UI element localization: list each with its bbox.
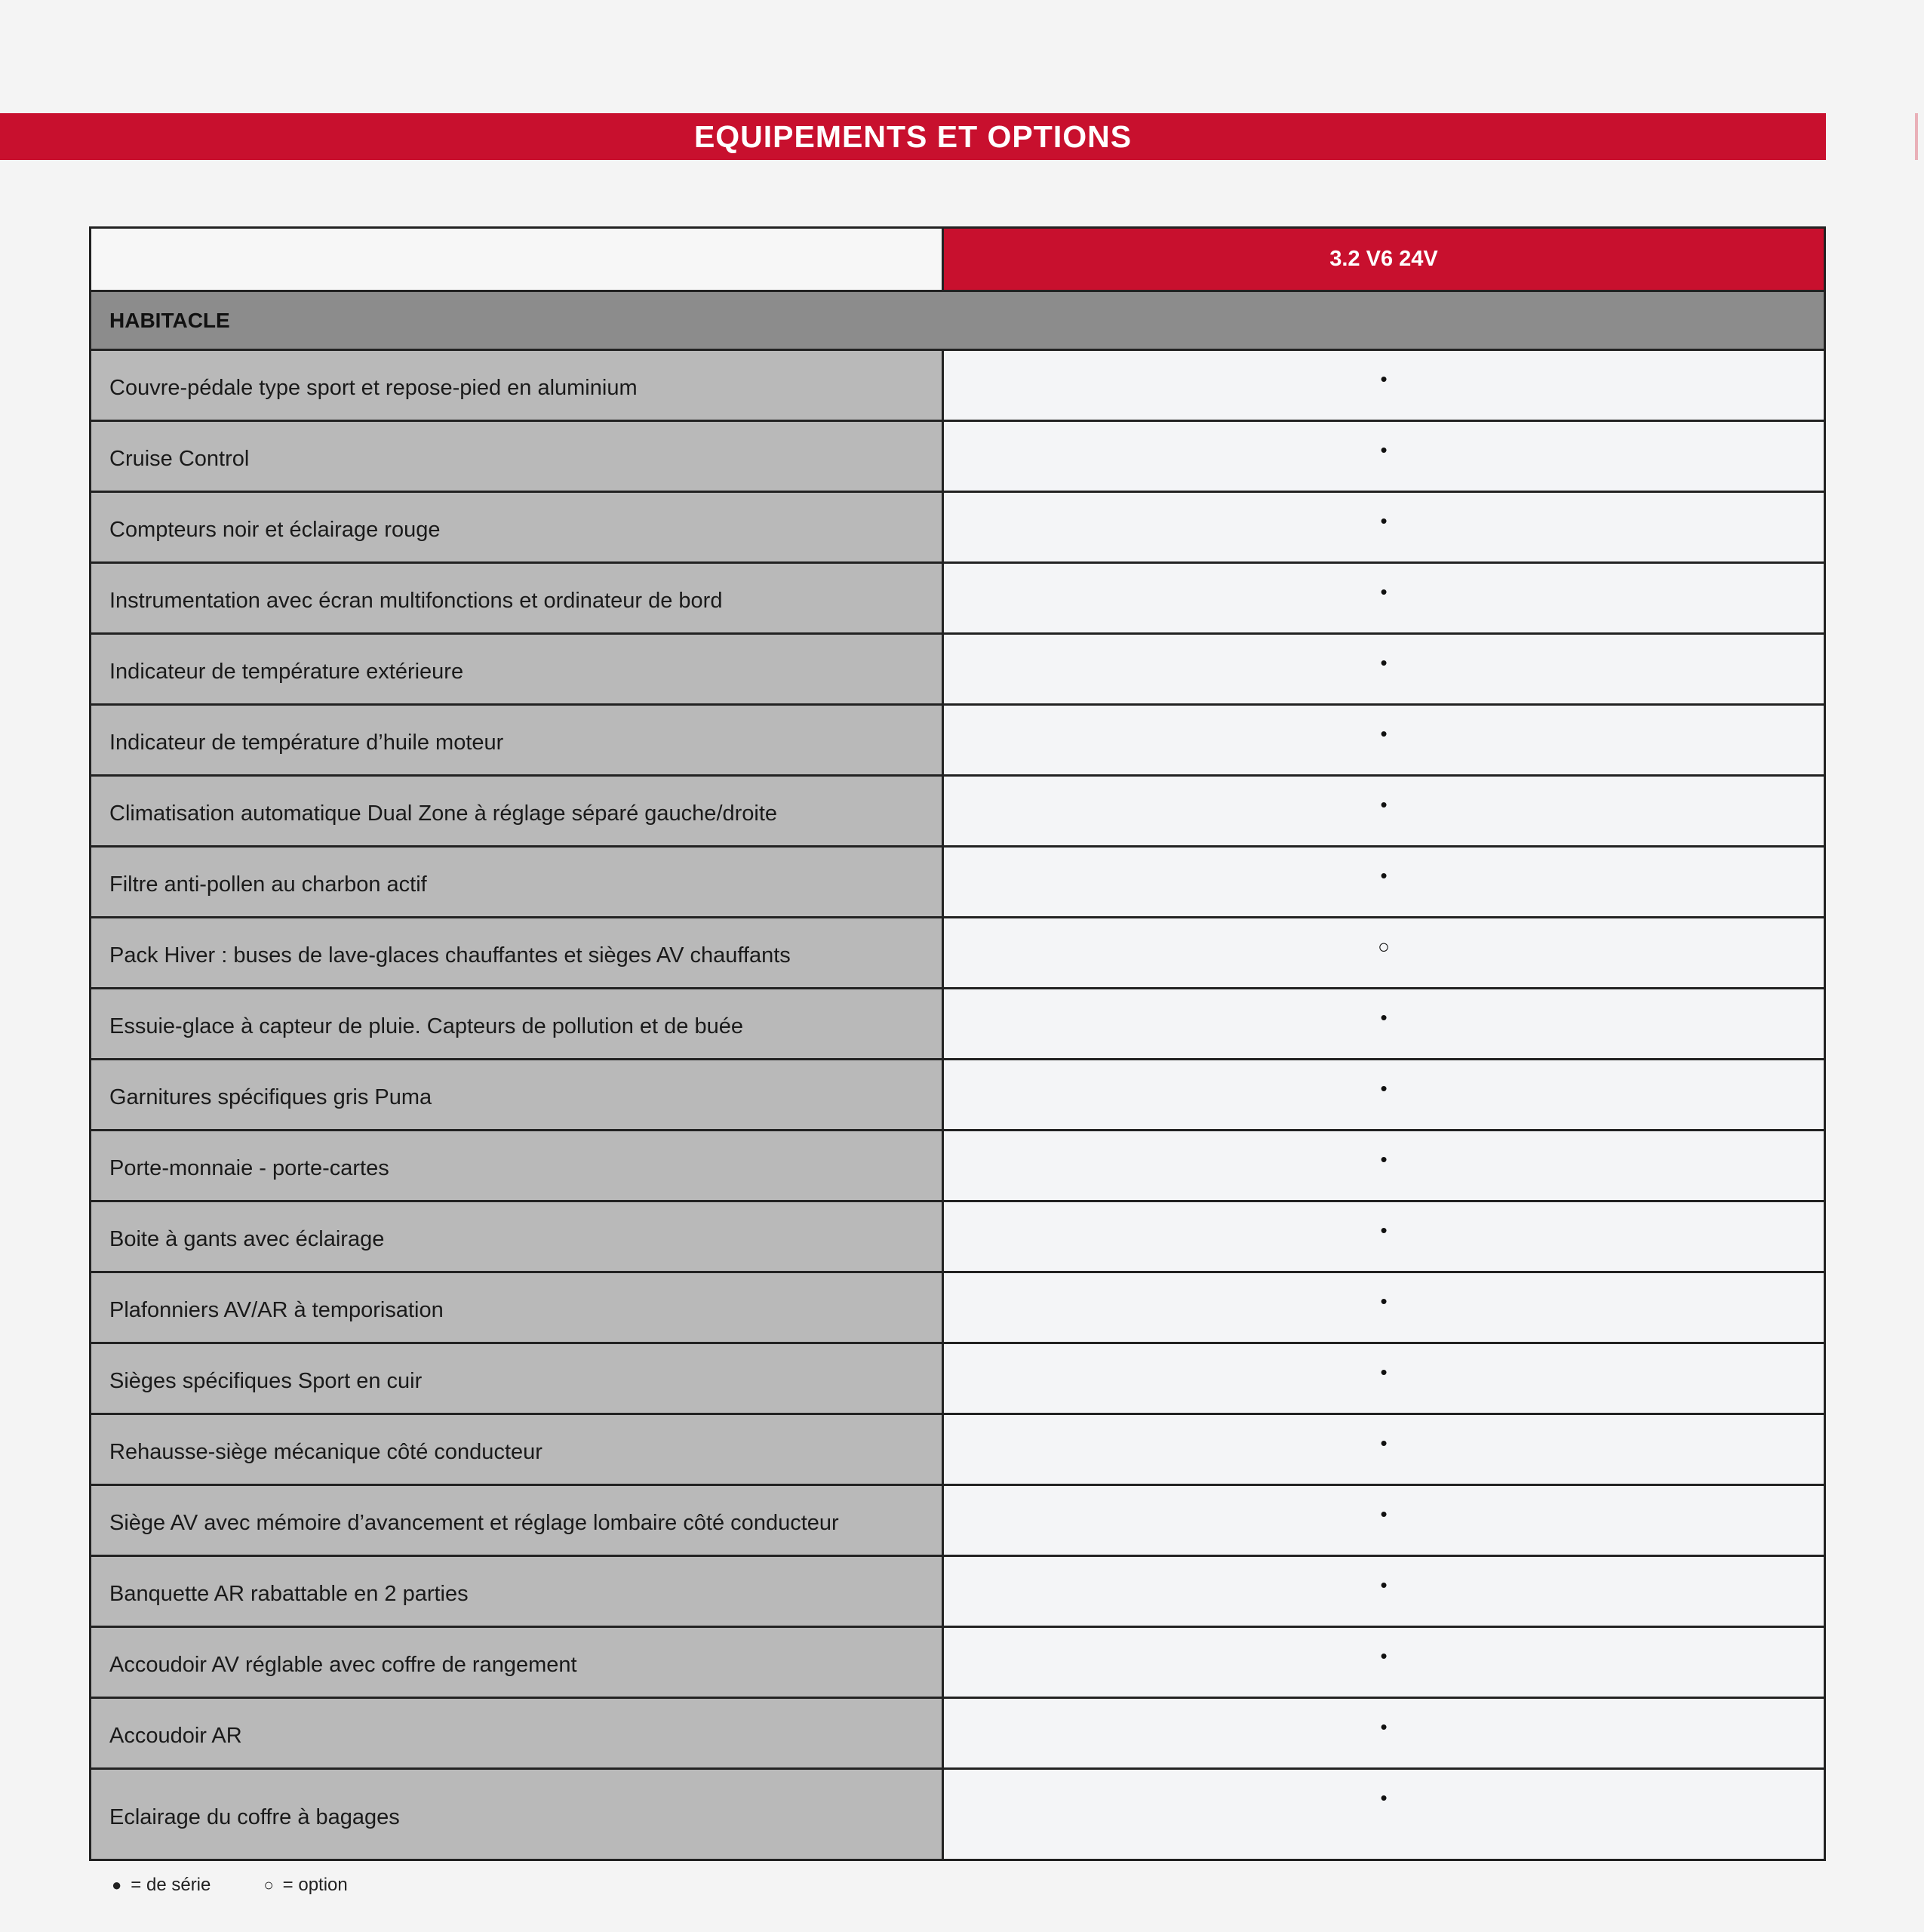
availability-cell — [944, 1131, 1824, 1200]
table-header-row — [91, 229, 1824, 292]
table-row — [91, 564, 1824, 635]
feature-label-cell — [91, 1344, 944, 1413]
availability-cell — [944, 1415, 1824, 1484]
feature-label: Banquette AR rabattable en 2 parties — [109, 1582, 469, 1606]
feature-label: Garnitures spécifiques gris Puma — [109, 1085, 432, 1109]
table-row — [91, 1273, 1824, 1344]
feature-label-cell — [91, 1415, 944, 1484]
feature-label-cell — [91, 493, 944, 561]
feature-label-cell — [91, 1628, 944, 1697]
feature-label: Filtre anti-pollen au charbon actif — [109, 872, 427, 897]
feature-label-cell — [91, 706, 944, 774]
feature-label-cell — [91, 989, 944, 1058]
availability-cell — [944, 1699, 1824, 1767]
legend — [112, 1875, 401, 1896]
standard-mark-icon: • — [1380, 1574, 1388, 1596]
table-row — [91, 918, 1824, 989]
availability-cell — [944, 564, 1824, 632]
table-row — [91, 1699, 1824, 1770]
feature-label: Eclairage du coffre à bagages — [109, 1804, 400, 1829]
legend-option — [263, 1875, 347, 1896]
availability-cell — [944, 848, 1824, 916]
table-row — [91, 777, 1824, 848]
standard-mark-icon: • — [1380, 793, 1388, 816]
table-row — [91, 706, 1824, 777]
feature-label-cell — [91, 351, 944, 420]
feature-label: Rehausse-siège mécanique côté conducteur — [109, 1440, 542, 1464]
standard-mark-icon: • — [1380, 1715, 1388, 1738]
legend-option-label: = option — [282, 1875, 348, 1895]
availability-cell — [944, 1770, 1824, 1859]
table-row — [91, 493, 1824, 564]
feature-label: Pack Hiver : buses de lave-glaces chauffantes et sièges AV chauffants — [109, 943, 791, 968]
table-row — [91, 1202, 1824, 1273]
standard-mark-icon: • — [1380, 864, 1388, 887]
availability-cell — [944, 918, 1824, 987]
availability-cell — [944, 1273, 1824, 1342]
feature-label-cell — [91, 777, 944, 845]
table-row — [91, 1415, 1824, 1486]
feature-label-cell — [91, 1557, 944, 1626]
feature-label: Instrumentation avec écran multifonctions et ordinateur de bord — [109, 589, 723, 613]
standard-mark-icon: • — [1380, 1503, 1388, 1525]
feature-label-cell — [91, 635, 944, 703]
availability-cell — [944, 351, 1824, 420]
standard-mark-icon: • — [1380, 580, 1388, 603]
availability-cell — [944, 1060, 1824, 1129]
filled-dot-icon: ● — [112, 1875, 122, 1894]
feature-label-cell — [91, 564, 944, 632]
standard-mark-icon: • — [1380, 1148, 1388, 1171]
table-row — [91, 848, 1824, 918]
availability-cell — [944, 777, 1824, 845]
feature-label: Indicateur de température extérieure — [109, 660, 464, 684]
table-row — [91, 1486, 1824, 1557]
model-column-header: 3.2 V6 24V — [944, 229, 1824, 290]
standard-mark-icon: • — [1380, 651, 1388, 674]
standard-mark-icon: • — [1380, 1644, 1388, 1667]
feature-label-cell — [91, 1131, 944, 1200]
feature-label: Cruise Control — [109, 447, 250, 471]
standard-mark-icon: • — [1380, 509, 1388, 532]
table-row — [91, 1131, 1824, 1202]
feature-label: Couvre-pédale type sport et repose-pied en aluminium — [109, 376, 638, 400]
availability-cell — [944, 989, 1824, 1058]
feature-label: Accoudoir AV réglable avec coffre de rangement — [109, 1653, 577, 1677]
availability-cell — [944, 1628, 1824, 1697]
feature-label-cell — [91, 422, 944, 491]
table-body — [91, 351, 1824, 1859]
table-row — [91, 1344, 1824, 1415]
feature-label-cell — [91, 1770, 944, 1859]
feature-label: Sièges spécifiques Sport en cuir — [109, 1369, 423, 1393]
legend-standard-label: = de série — [131, 1875, 211, 1895]
page-title: EQUIPEMENTS ET OPTIONS — [693, 118, 1133, 154]
table-row — [91, 1628, 1824, 1699]
option-mark-icon: ○ — [1378, 935, 1390, 958]
table-row — [91, 635, 1824, 706]
standard-mark-icon: • — [1380, 722, 1388, 745]
availability-cell — [944, 1344, 1824, 1413]
availability-cell — [944, 493, 1824, 561]
availability-cell — [944, 1557, 1824, 1626]
table-row — [91, 1060, 1824, 1131]
feature-label-cell — [91, 1060, 944, 1129]
feature-label-cell — [91, 848, 944, 916]
header-blank-cell — [91, 229, 944, 290]
standard-mark-icon: • — [1380, 1432, 1388, 1454]
feature-label-cell — [91, 1486, 944, 1555]
feature-label: Climatisation automatique Dual Zone à réglage séparé gauche/droite — [109, 801, 778, 826]
feature-label-cell — [91, 1273, 944, 1342]
availability-cell — [944, 1202, 1824, 1271]
feature-label: Indicateur de température d’huile moteur — [109, 731, 504, 755]
feature-label-cell — [91, 1699, 944, 1767]
feature-label: Boite à gants avec éclairage — [109, 1227, 385, 1251]
table-row — [91, 989, 1824, 1060]
table-row — [91, 1557, 1824, 1628]
standard-mark-icon: • — [1380, 1006, 1388, 1029]
standard-mark-icon: • — [1380, 1219, 1388, 1241]
title-banner — [0, 113, 1826, 160]
feature-label-cell — [91, 918, 944, 987]
banner-edge-mark — [1915, 113, 1918, 160]
section-header-row — [91, 292, 1824, 351]
feature-label: Siège AV avec mémoire d’avancement et réglage lombaire côté conducteur — [109, 1511, 839, 1535]
availability-cell — [944, 635, 1824, 703]
table-row — [91, 351, 1824, 422]
feature-label-cell — [91, 1202, 944, 1271]
standard-mark-icon: • — [1380, 438, 1388, 461]
section-label: HABITACLE — [109, 308, 230, 332]
standard-mark-icon: • — [1380, 1290, 1388, 1312]
standard-mark-icon: • — [1380, 1361, 1388, 1383]
legend-standard — [112, 1875, 211, 1896]
availability-cell — [944, 706, 1824, 774]
equipment-table — [89, 226, 1826, 1861]
table-row — [91, 1770, 1824, 1859]
standard-mark-icon: • — [1380, 368, 1388, 390]
feature-label: Plafonniers AV/AR à temporisation — [109, 1298, 444, 1322]
table-row — [91, 422, 1824, 493]
feature-label: Porte-monnaie - porte-cartes — [109, 1156, 389, 1180]
hollow-circle-icon: ○ — [263, 1875, 274, 1894]
feature-label: Accoudoir AR — [109, 1724, 242, 1748]
standard-mark-icon: • — [1380, 1077, 1388, 1100]
availability-cell — [944, 422, 1824, 491]
feature-label: Compteurs noir et éclairage rouge — [109, 518, 441, 542]
standard-mark-icon: • — [1380, 1786, 1388, 1809]
availability-cell — [944, 1486, 1824, 1555]
feature-label: Essuie-glace à capteur de pluie. Capteurs de pollution et de buée — [109, 1014, 743, 1038]
